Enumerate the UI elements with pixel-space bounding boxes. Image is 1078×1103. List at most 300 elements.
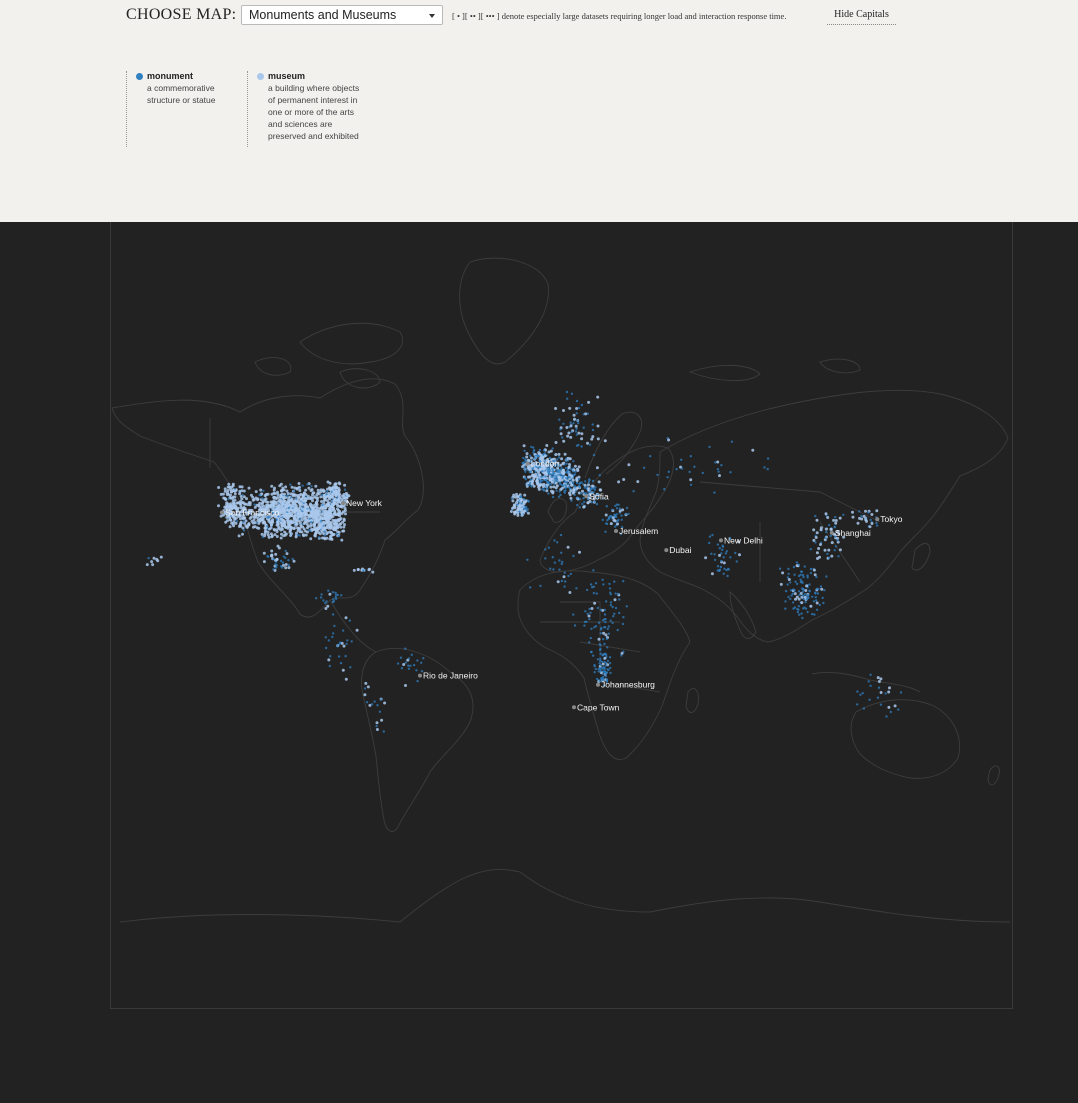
site-dot bbox=[604, 621, 606, 623]
site-dot bbox=[604, 609, 606, 611]
site-dot bbox=[604, 613, 606, 615]
site-dot bbox=[810, 572, 812, 574]
site-dot bbox=[869, 519, 871, 521]
site-dot bbox=[594, 665, 596, 667]
site-dot bbox=[537, 471, 540, 474]
site-dot bbox=[808, 583, 810, 585]
site-dot bbox=[599, 658, 601, 660]
site-dot bbox=[335, 522, 338, 525]
site-dot bbox=[552, 496, 554, 498]
site-dot bbox=[293, 503, 296, 506]
capital-label: Sofia bbox=[589, 491, 609, 502]
site-dot bbox=[880, 691, 883, 694]
site-dot bbox=[289, 534, 292, 537]
capital-dot-icon bbox=[526, 462, 530, 466]
site-dot bbox=[570, 468, 572, 470]
site-dot bbox=[280, 560, 282, 562]
site-dot bbox=[277, 526, 280, 529]
site-dot bbox=[588, 618, 590, 620]
capital-marker[interactable] bbox=[220, 508, 280, 518]
site-dot bbox=[811, 613, 813, 615]
site-dot bbox=[525, 506, 527, 508]
site-dot bbox=[605, 664, 607, 666]
site-dot bbox=[830, 535, 832, 537]
site-dot bbox=[617, 629, 619, 631]
site-dot bbox=[324, 534, 326, 536]
site-dot bbox=[608, 583, 610, 585]
site-dot bbox=[527, 459, 530, 462]
site-dot bbox=[871, 522, 874, 525]
site-dot bbox=[524, 471, 526, 473]
site-dot bbox=[339, 505, 342, 508]
central-america-outline bbox=[330, 600, 376, 652]
site-dot bbox=[521, 465, 524, 468]
site-dot bbox=[578, 478, 580, 480]
site-dot bbox=[725, 569, 727, 571]
capital-marker[interactable] bbox=[418, 671, 478, 681]
capital-dot-icon bbox=[572, 705, 576, 709]
site-dot bbox=[825, 528, 828, 531]
site-dot bbox=[869, 685, 871, 687]
site-dot bbox=[819, 543, 822, 546]
site-dot bbox=[862, 692, 864, 694]
site-dot bbox=[622, 478, 625, 481]
site-dot bbox=[305, 493, 308, 496]
site-dot bbox=[330, 495, 333, 498]
site-dot bbox=[581, 404, 583, 406]
site-dot bbox=[723, 568, 725, 570]
top-controls bbox=[0, 0, 1078, 222]
site-dot bbox=[376, 721, 379, 724]
site-dot bbox=[789, 598, 791, 600]
site-dot bbox=[519, 500, 522, 503]
site-dot bbox=[332, 613, 334, 615]
site-dot bbox=[799, 579, 801, 581]
site-dot bbox=[511, 507, 514, 510]
site-dot bbox=[288, 526, 291, 529]
site-dot bbox=[729, 556, 731, 558]
site-dot bbox=[610, 620, 612, 622]
site-dot bbox=[675, 468, 677, 470]
site-dot bbox=[864, 518, 867, 521]
site-dot bbox=[217, 486, 220, 489]
site-dot bbox=[280, 537, 283, 540]
site-dot bbox=[572, 492, 575, 495]
site-dot bbox=[723, 561, 726, 564]
site-dot bbox=[305, 509, 308, 512]
site-dot bbox=[816, 551, 819, 554]
site-dot bbox=[151, 563, 154, 566]
site-dot bbox=[303, 522, 306, 525]
site-dot bbox=[232, 496, 235, 499]
site-dot bbox=[376, 728, 379, 731]
site-dot bbox=[535, 469, 538, 472]
site-dot bbox=[553, 472, 555, 474]
site-dot bbox=[326, 490, 328, 492]
capital-label: Rio de Janeiro bbox=[423, 670, 478, 681]
capital-marker[interactable] bbox=[664, 545, 691, 555]
site-dot bbox=[375, 725, 377, 727]
site-dot bbox=[229, 494, 232, 497]
site-dot bbox=[814, 515, 816, 517]
site-dot bbox=[816, 602, 819, 605]
site-dot bbox=[239, 523, 242, 526]
site-dot bbox=[702, 472, 704, 474]
site-dot bbox=[723, 556, 725, 558]
site-dot bbox=[273, 529, 276, 532]
site-dot bbox=[549, 568, 551, 570]
site-dot bbox=[584, 487, 586, 489]
site-dot bbox=[617, 593, 619, 595]
capital-marker[interactable] bbox=[719, 535, 763, 545]
site-dot bbox=[814, 592, 816, 594]
site-dot bbox=[305, 534, 308, 537]
hide-capitals-toggle[interactable]: Hide Capitals bbox=[827, 9, 896, 25]
site-dot bbox=[569, 489, 572, 492]
site-dot bbox=[284, 505, 287, 508]
site-dot bbox=[580, 437, 583, 440]
site-dot bbox=[276, 491, 279, 494]
site-dot bbox=[273, 496, 276, 499]
site-dot bbox=[155, 558, 158, 561]
site-dot bbox=[289, 483, 291, 485]
site-dot bbox=[283, 531, 286, 534]
site-dot bbox=[363, 693, 366, 696]
site-dot bbox=[327, 590, 329, 592]
site-dot bbox=[564, 481, 566, 483]
site-dot bbox=[532, 446, 534, 448]
site-dot bbox=[835, 545, 837, 547]
site-dot bbox=[333, 625, 335, 627]
site-dot bbox=[332, 632, 334, 634]
site-dot bbox=[330, 531, 333, 534]
site-dot bbox=[600, 632, 602, 634]
site-dot bbox=[725, 552, 727, 554]
site-dot bbox=[588, 481, 590, 483]
madagascar-outline bbox=[686, 688, 698, 712]
site-dot bbox=[605, 675, 607, 677]
site-dot bbox=[272, 568, 274, 570]
site-dot bbox=[572, 470, 574, 472]
site-dot bbox=[632, 490, 634, 492]
site-dot bbox=[280, 494, 283, 497]
site-dot bbox=[529, 482, 531, 484]
site-dot bbox=[543, 449, 545, 451]
site-dot bbox=[580, 432, 583, 435]
site-dot bbox=[344, 489, 346, 491]
site-dot bbox=[325, 516, 328, 519]
site-dot bbox=[545, 489, 548, 492]
capital-marker[interactable] bbox=[596, 680, 655, 690]
site-dot bbox=[284, 566, 287, 569]
legend-museum-name: museum bbox=[268, 71, 306, 81]
site-dot bbox=[400, 657, 402, 659]
site-dot bbox=[301, 485, 303, 487]
site-dot bbox=[830, 555, 833, 558]
site-dot bbox=[617, 519, 619, 521]
site-dot bbox=[804, 589, 807, 592]
site-dot bbox=[331, 636, 333, 638]
site-dot bbox=[529, 455, 531, 457]
site-dot bbox=[555, 441, 558, 444]
site-dot bbox=[604, 673, 606, 675]
site-dot bbox=[280, 524, 283, 527]
site-dot bbox=[625, 513, 627, 515]
site-dot bbox=[880, 704, 882, 706]
capital-marker[interactable] bbox=[526, 459, 560, 469]
capital-marker[interactable] bbox=[572, 702, 620, 712]
site-dot bbox=[564, 572, 566, 574]
site-dot bbox=[526, 559, 528, 561]
capital-dot-icon bbox=[596, 683, 600, 687]
site-dot bbox=[704, 556, 707, 559]
antarctica-outline bbox=[120, 869, 1010, 922]
site-dot bbox=[787, 576, 789, 578]
site-dot bbox=[617, 480, 620, 483]
site-dot bbox=[605, 600, 607, 602]
site-dot bbox=[519, 496, 521, 498]
site-dot bbox=[856, 703, 858, 705]
site-dot bbox=[605, 514, 608, 517]
site-dot bbox=[784, 600, 786, 602]
site-dot bbox=[557, 580, 560, 583]
capital-marker[interactable] bbox=[875, 514, 902, 524]
site-dot bbox=[222, 493, 225, 496]
site-dot bbox=[255, 490, 258, 493]
capital-dot-icon bbox=[341, 501, 345, 505]
site-dot bbox=[819, 604, 821, 606]
legend-item-museum[interactable] bbox=[247, 71, 377, 147]
site-dot bbox=[875, 522, 877, 524]
site-dot bbox=[573, 474, 575, 476]
site-dot bbox=[602, 667, 604, 669]
dot-layer bbox=[146, 391, 902, 733]
site-dot bbox=[884, 692, 886, 694]
site-dot bbox=[720, 560, 722, 562]
site-dot bbox=[343, 518, 346, 521]
site-dot bbox=[875, 509, 878, 512]
site-dot bbox=[802, 607, 804, 609]
capital-marker[interactable] bbox=[830, 528, 871, 538]
site-dot bbox=[789, 581, 791, 583]
site-dot bbox=[227, 498, 229, 500]
site-dot bbox=[584, 480, 586, 482]
site-dot bbox=[545, 472, 548, 475]
site-dot bbox=[900, 691, 902, 693]
site-dot bbox=[248, 501, 251, 504]
site-dot bbox=[336, 530, 339, 533]
chevron-down-icon bbox=[429, 14, 435, 18]
site-dot bbox=[287, 520, 290, 523]
site-dot bbox=[555, 475, 557, 477]
site-dot bbox=[546, 468, 548, 470]
site-dot bbox=[366, 701, 368, 703]
site-dot bbox=[265, 504, 268, 507]
site-dot bbox=[716, 461, 719, 464]
map-select-dropdown[interactable] bbox=[241, 5, 443, 25]
site-dot bbox=[243, 529, 245, 531]
site-dot bbox=[303, 516, 306, 519]
site-dot bbox=[787, 568, 789, 570]
site-dot bbox=[738, 553, 741, 556]
site-dot bbox=[242, 517, 245, 520]
site-dot bbox=[293, 490, 295, 492]
site-dot bbox=[272, 558, 274, 560]
greenland-outline bbox=[460, 258, 549, 364]
site-dot bbox=[229, 525, 232, 528]
capital-marker[interactable] bbox=[614, 526, 658, 536]
capital-dot-icon bbox=[719, 538, 723, 542]
site-dot bbox=[574, 624, 576, 626]
site-dot bbox=[605, 653, 607, 655]
site-dot bbox=[876, 524, 878, 526]
site-dot bbox=[800, 581, 802, 583]
site-dot bbox=[364, 682, 367, 685]
site-dot bbox=[345, 678, 348, 681]
world-map[interactable] bbox=[0, 222, 1078, 1103]
site-dot bbox=[565, 459, 567, 461]
site-dot bbox=[717, 543, 719, 545]
site-dot bbox=[572, 460, 574, 462]
site-dot bbox=[513, 503, 516, 506]
site-dot bbox=[416, 659, 418, 661]
site-dot bbox=[817, 592, 819, 594]
site-dot bbox=[379, 711, 381, 713]
site-dot bbox=[805, 584, 808, 587]
site-dot bbox=[860, 515, 862, 517]
site-dot bbox=[580, 492, 582, 494]
site-dot bbox=[552, 490, 555, 493]
site-dot bbox=[797, 611, 799, 613]
site-dot bbox=[282, 510, 285, 513]
site-dot bbox=[575, 428, 577, 430]
site-dot bbox=[263, 552, 266, 555]
site-dot bbox=[345, 643, 347, 645]
site-dot bbox=[610, 601, 612, 603]
site-dot bbox=[574, 465, 577, 468]
site-dot bbox=[315, 597, 317, 599]
site-dot bbox=[532, 452, 534, 454]
site-dot bbox=[597, 658, 599, 660]
site-dot bbox=[544, 452, 546, 454]
site-dot bbox=[572, 613, 574, 615]
site-dot bbox=[274, 553, 277, 556]
site-dot bbox=[618, 598, 620, 600]
site-dot bbox=[606, 638, 608, 640]
site-dot bbox=[812, 539, 815, 542]
map-canvas[interactable] bbox=[0, 222, 1078, 1103]
site-dot bbox=[238, 534, 241, 537]
site-dot bbox=[536, 483, 539, 486]
site-dot bbox=[787, 596, 789, 598]
site-dot bbox=[335, 533, 337, 535]
site-dot bbox=[523, 461, 525, 463]
site-dot bbox=[543, 489, 545, 491]
site-dot bbox=[577, 444, 579, 446]
site-dot bbox=[318, 510, 321, 513]
site-dot bbox=[566, 463, 568, 465]
site-dot bbox=[711, 572, 714, 575]
site-dot bbox=[320, 520, 322, 522]
site-dot bbox=[600, 664, 602, 666]
site-dot bbox=[281, 487, 284, 490]
site-dot bbox=[334, 592, 336, 594]
site-dot bbox=[224, 487, 227, 490]
site-dot bbox=[336, 645, 338, 647]
site-dot bbox=[539, 585, 541, 587]
site-dot bbox=[334, 519, 337, 522]
site-dot bbox=[834, 549, 836, 551]
site-dot bbox=[610, 522, 613, 525]
site-dot bbox=[608, 625, 610, 627]
site-dot bbox=[566, 391, 568, 393]
site-dot bbox=[562, 475, 564, 477]
site-dot bbox=[241, 485, 244, 488]
site-dot bbox=[808, 590, 810, 592]
site-dot bbox=[586, 442, 589, 445]
site-dot bbox=[869, 674, 871, 676]
capital-marker[interactable] bbox=[341, 498, 383, 508]
site-dot bbox=[564, 487, 566, 489]
site-dot bbox=[587, 401, 590, 404]
site-dot bbox=[837, 555, 839, 557]
site-dot bbox=[523, 494, 526, 497]
site-dot bbox=[608, 633, 610, 635]
site-dot bbox=[564, 484, 566, 486]
site-dot bbox=[319, 532, 322, 535]
site-dot bbox=[816, 609, 818, 611]
site-dot bbox=[552, 447, 554, 449]
site-dot bbox=[570, 573, 572, 575]
site-dot bbox=[811, 596, 813, 598]
site-dot bbox=[565, 426, 568, 429]
site-dot bbox=[226, 519, 229, 522]
site-dot bbox=[798, 564, 800, 566]
site-dot bbox=[511, 497, 513, 499]
site-dot bbox=[288, 564, 290, 566]
site-dot bbox=[290, 492, 293, 495]
site-dot bbox=[317, 513, 320, 516]
legend-item-monument[interactable] bbox=[126, 71, 246, 147]
site-dot bbox=[804, 593, 806, 595]
site-dot bbox=[563, 585, 565, 587]
site-dot bbox=[825, 575, 827, 577]
site-dot bbox=[522, 457, 524, 459]
capital-dot-icon bbox=[614, 529, 618, 533]
site-dot bbox=[558, 569, 560, 571]
site-dot bbox=[530, 478, 532, 480]
capital-dot-icon bbox=[830, 531, 834, 535]
site-dot bbox=[303, 527, 306, 530]
site-dot bbox=[618, 612, 620, 614]
site-dot bbox=[604, 531, 606, 533]
site-dot bbox=[575, 407, 578, 410]
site-dot bbox=[284, 485, 287, 488]
site-dot bbox=[336, 507, 339, 510]
site-dot bbox=[832, 519, 835, 522]
site-dot bbox=[274, 533, 277, 536]
site-dot bbox=[797, 609, 799, 611]
site-dot bbox=[284, 496, 287, 499]
site-dot bbox=[793, 566, 795, 568]
site-dot bbox=[592, 423, 594, 425]
site-dot bbox=[614, 598, 617, 601]
site-dot bbox=[562, 423, 564, 425]
site-dot bbox=[717, 565, 719, 567]
site-dot bbox=[804, 601, 806, 603]
site-dot bbox=[582, 497, 584, 499]
site-dot bbox=[563, 575, 566, 578]
